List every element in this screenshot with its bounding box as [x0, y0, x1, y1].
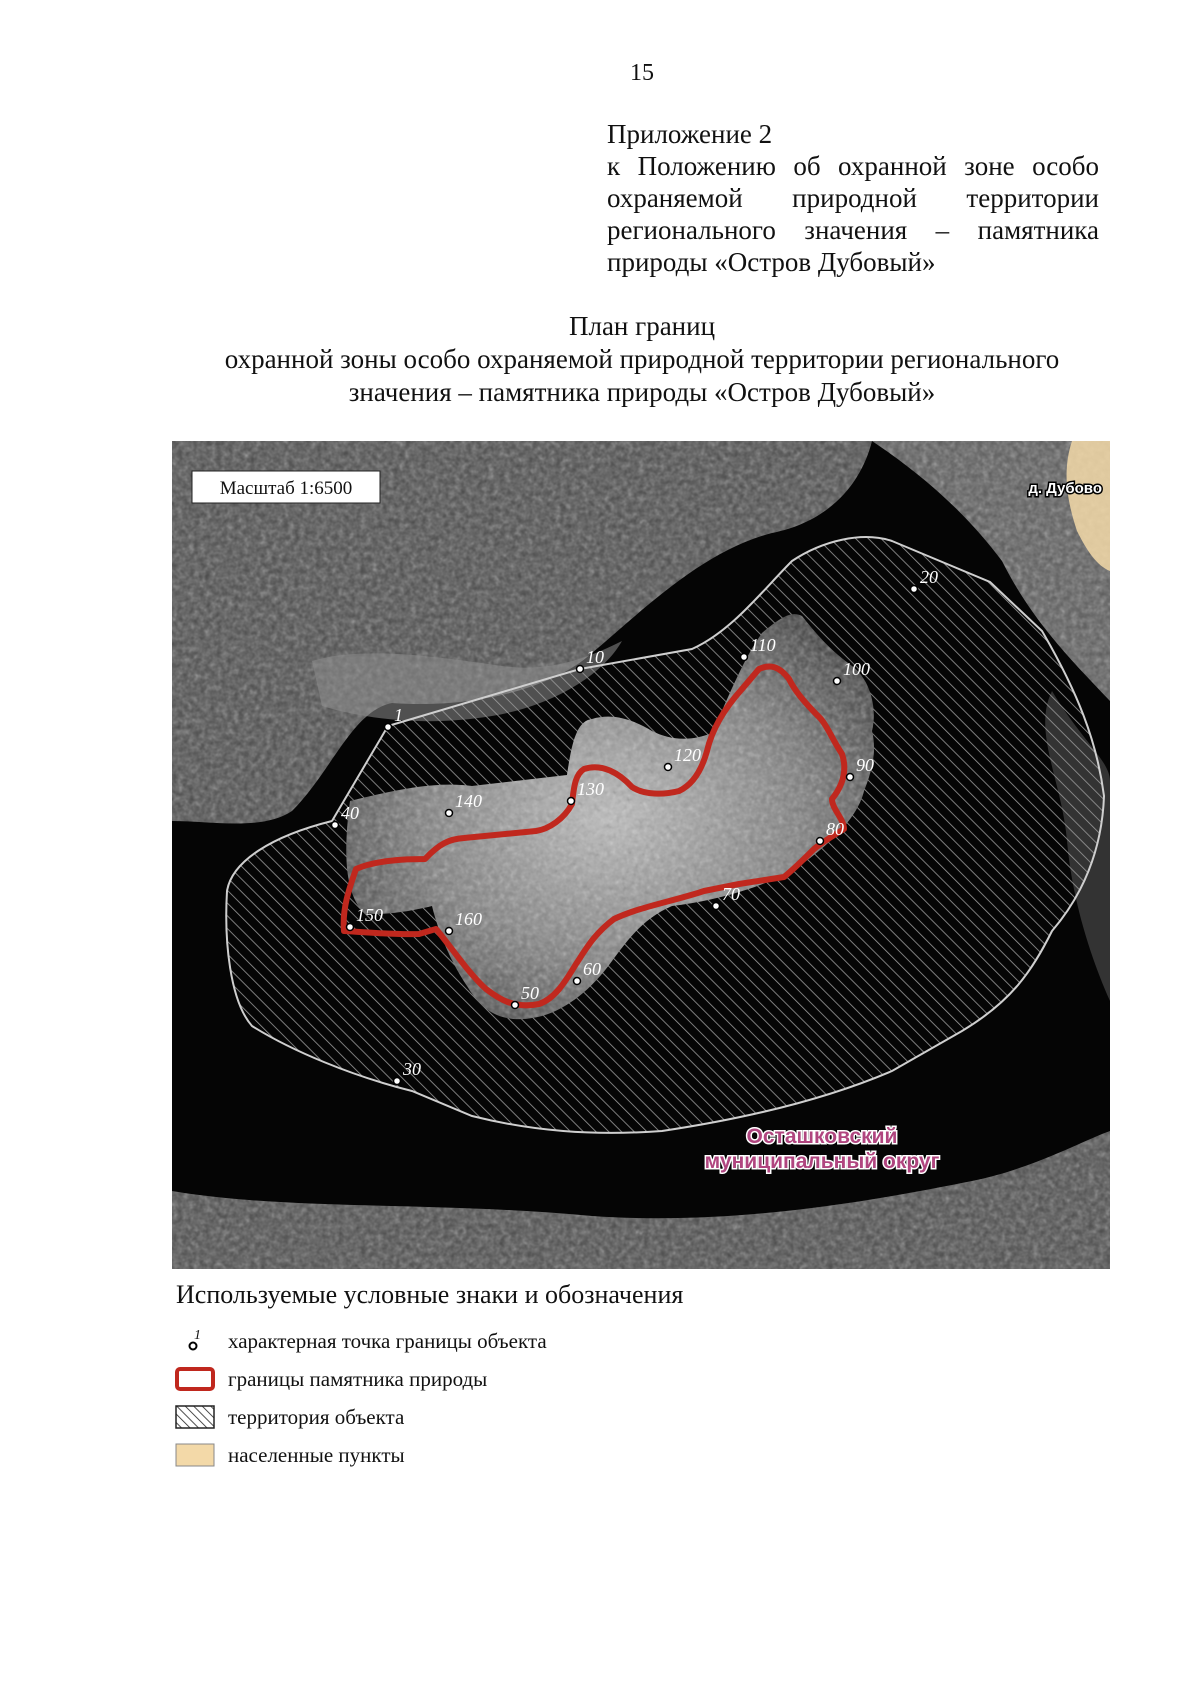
scale-box [192, 471, 380, 503]
legend-label-object-territory: территория объекта [228, 1405, 405, 1429]
legend-item-object-territory [174, 1402, 774, 1440]
legend-item-monument-boundary [174, 1364, 774, 1402]
svg-text:80: 80 [826, 819, 844, 839]
legend-item-settlement [174, 1440, 774, 1478]
svg-text:10: 10 [586, 647, 604, 667]
svg-text:30: 30 [403, 1059, 421, 1079]
appendix-text: к Положению об охранной зоне особо охраняемой природной территории регионального значения – памятника природы «Остров Дубовый» [607, 151, 1099, 277]
plan-title-line2: охранной зоны особо охраняемой природной территории регионального [224, 344, 1060, 374]
svg-text:муниципальный округ: муниципальный округ [704, 1150, 940, 1173]
svg-text:110: 110 [750, 635, 776, 655]
svg-text:130: 130 [577, 779, 604, 799]
appendix-title: Приложение 2 [607, 119, 773, 149]
map-view [172, 441, 1110, 1269]
scale-label: Масштаб 1:6500 [219, 478, 353, 499]
svg-text:150: 150 [356, 905, 383, 925]
svg-text:50: 50 [521, 983, 539, 1003]
svg-text:40: 40 [341, 803, 359, 823]
svg-text:20: 20 [920, 567, 938, 587]
plan-title-line3: значения – памятника природы «Остров Дубовый» [348, 377, 936, 407]
settlement-icon [174, 1442, 216, 1468]
plan-title-line1: План границ [568, 311, 716, 341]
map-svg [172, 441, 1110, 1269]
legend-label-settlement: населенные пункты [228, 1443, 405, 1467]
svg-text:60: 60 [583, 959, 601, 979]
svg-text:1: 1 [194, 1328, 201, 1343]
svg-text:90: 90 [856, 755, 874, 775]
legend-label-monument-boundary: границы памятника природы [228, 1367, 488, 1391]
page-number: 15 [630, 60, 654, 86]
object-territory-hatch-icon [174, 1404, 216, 1430]
svg-text:1: 1 [394, 705, 403, 725]
svg-text:Осташковский: Осташковский [746, 1125, 898, 1148]
boundary-point-icon [174, 1328, 216, 1354]
legend-item-boundary-point [174, 1326, 774, 1364]
svg-text:100: 100 [843, 659, 870, 679]
legend-label-boundary-point: характерная точка границы объекта [228, 1329, 547, 1353]
svg-text:140: 140 [455, 791, 482, 811]
svg-text:160: 160 [455, 909, 482, 929]
monument-boundary-icon [174, 1366, 216, 1392]
appendix-header [607, 118, 1099, 278]
legend [174, 1326, 774, 1478]
plan-title [0, 310, 1200, 409]
svg-text:120: 120 [674, 745, 701, 765]
village-label: д. Дубово [1028, 480, 1102, 497]
legend-title: Используемые условные знаки и обозначения [176, 1280, 684, 1309]
svg-text:70: 70 [722, 884, 740, 904]
